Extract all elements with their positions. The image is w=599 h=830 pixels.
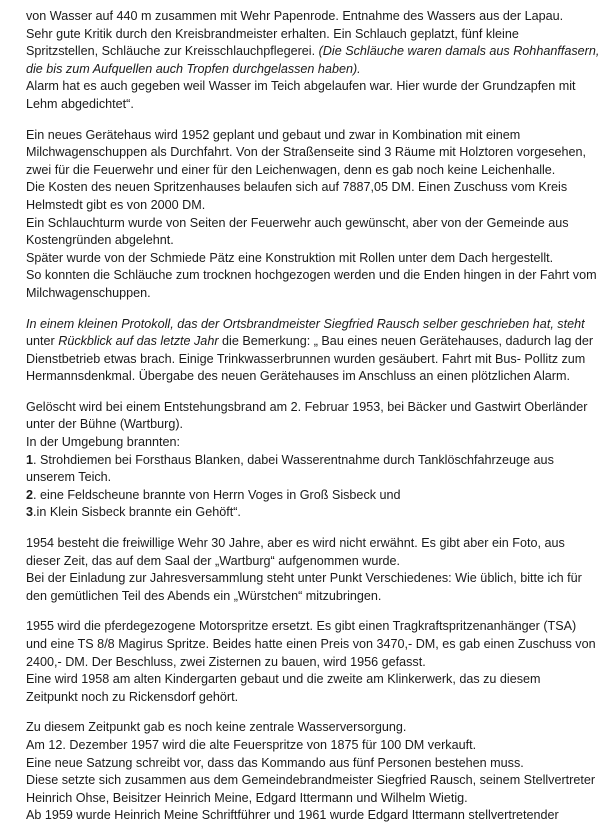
text-line [26, 43, 599, 61]
list-number: 1 [26, 452, 34, 467]
text-line: Später wurde von der Schmiede Pätz eine Konstruktion mit Rollen unter dem Dach hergestellt. [26, 250, 554, 265]
text-run: . Strohdiemen bei Forsthaus Blanken, dabei Wasserentnahme durch Tanklöschfahrzeuge aus [33, 452, 554, 467]
paragraph-4 [26, 399, 588, 522]
text-line: 2400,- DM. Der Beschluss, zwei Zisternen zu bauen, wird 1956 gefasst. [26, 654, 426, 669]
text-line: Zu diesem Zeitpunkt gab es noch keine zentrale Wasserversorgung. [26, 720, 407, 735]
text-line: So konnten die Schläuche zum trocknen hochgezogen werden und die Enden hingen in der Fahrt vom [26, 268, 597, 283]
italic-phrase: Rückblick auf das letzte Jahr [58, 334, 219, 349]
text-line: Diese setzte sich zusammen aus dem Gemeindebrandmeister Siegfried Rausch, seinem Stellvertreter [26, 773, 596, 788]
paragraph-6 [26, 618, 596, 706]
text-line: Zeitpunkt noch zu Rickensdorf gehört. [26, 689, 239, 704]
list-item [26, 504, 549, 522]
text-line: 1954 besteht die freiwillige Wehr 30 Jahre, aber es wird nicht erwähnt. Es gibt aber ein Foto, aus [26, 536, 565, 551]
text-line: Helmstedt gibt es von 2000 DM. [26, 197, 206, 212]
italic-line: In einem kleinen Protokoll, das der Ortsbrandmeister Siegfried Rausch selber geschrieben hat, steht [26, 316, 585, 331]
text-line: Die Kosten des neuen Spritzenhauses belaufen sich auf 7887,05 DM. Einen Zuschuss vom Kreis [26, 180, 568, 195]
paragraph-1 [26, 8, 599, 114]
list-number: 2 [26, 487, 34, 502]
text-line: Lehm abgedichtet“. [26, 96, 134, 111]
text-line: Ab 1959 wurde Heinrich Meine Schriftführer und 1961 wurde Edgard Ittermann stellvertretender [26, 808, 559, 823]
text-line: Dienstbetrieb etwas brach. Einige Trinkwasserbrunnen wurden gesäubert. Fahrt mit Bus- Pollitz zum [26, 351, 586, 366]
text-line [26, 333, 594, 351]
text-line: von Wasser auf 440 m zusammen mit Wehr Papenrode. Entnahme des Wassers aus der Lapau. [26, 9, 564, 23]
text-line: und eine TS 8/8 Magirus Spritze. Beides hatte einen Preis von 3470,- DM, es gab einen Zuschuss von [26, 637, 596, 651]
text-run: . eine Feldscheune brannte von Herrn Voges in Groß Sisbeck und [33, 487, 401, 502]
text-line: Alarm hat es auch gegeben weil Wasser im Teich abgelaufen war. Hier wurde der Grundzapfen mit [26, 79, 576, 94]
text-line: Milchwagenschuppen. [26, 285, 151, 300]
list-item [26, 487, 549, 505]
text-line: Ein neues Gerätehaus wird 1952 geplant und gebaut und zwar in Kombination mit einem [26, 127, 521, 142]
paragraph-3 [26, 316, 594, 386]
text-line: zwei für die Feuerwehr und einer für den Leichenwagen, denn es gab noch keine Leichenhalle. [26, 162, 556, 177]
text-line: unserem Teich. [26, 470, 112, 485]
text-line: den gemütlichen Teil des Abends ein „Würstchen“ mitzubringen. [26, 588, 382, 603]
paragraph-5 [26, 535, 582, 605]
text-line: Eine neue Satzung schreibt vor, dass das Kommando aus fünf Personen bestehen muss. [26, 755, 524, 770]
italic-note: (Die Schläuche waren damals aus Rohhanffasern, [318, 44, 599, 59]
text-line: In der Umgebung brannten: [26, 435, 181, 450]
text-run: Spritzstellen, Schläuche zur Kreisschlauchpflegerei. [26, 44, 319, 59]
text-run: .in Klein Sisbeck brannte ein Gehöft“. [33, 505, 241, 520]
text-line: Hermannsdenkmal. Übergabe des neuen Gerätehauses im Anschluss an einen plötzlichen Alarm. [26, 369, 570, 384]
list-number: 3 [26, 505, 34, 520]
text-line: Bei der Einladung zur Jahresversammlung steht unter Punkt Verschiedenes: Wie üblich, bitte ich für [26, 571, 582, 586]
text-line: Sehr gute Kritik durch den Kreisbrandmeister erhalten. Ein Schlauch geplatzt, fünf kleine [26, 26, 519, 41]
paragraph-7 [26, 719, 596, 825]
text-line: Am 12. Dezember 1957 wird die alte Feuerspritze von 1875 für 100 DM verkauft. [26, 737, 477, 752]
text-line: Ein Schlauchturm wurde von Seiten der Feuerwehr auch gewünscht, aber von der Gemeinde aus [26, 215, 569, 230]
text-line: Eine wird 1958 am alten Kindergarten gebaut und die zweite am Klinkerwerk, das zu diesem [26, 672, 541, 687]
text-line: Kostengründen abgelehnt. [26, 233, 174, 248]
text-line: Heinrich Ohse, Beisitzer Heinrich Meine, Edgard Ittermann und Wilhelm Wietig. [26, 790, 468, 805]
text-run: die Bemerkung: „ Bau eines neuen Gerätehauses, dadurch lag der [218, 334, 594, 349]
italic-note: die bis zum Aufquellen auch Tropfen durchgelassen haben). [26, 61, 361, 76]
list-item [26, 452, 554, 470]
text-line: Milchwagenschuppen als Durchfahrt. Von der Straßenseite sind 3 Räume mit Holztoren vorgesehen, [26, 145, 587, 160]
text-run: unter [26, 334, 59, 349]
text-line: dieser Zeit, das auf dem Saal der „Wartburg“ aufgenommen wurde. [26, 553, 401, 568]
paragraph-2 [26, 127, 597, 303]
text-line: 1955 wird die pferdegezogene Motorspritze ersetzt. Es gibt einen Tragkraftspritzenanhänger (TSA) [26, 619, 577, 634]
text-line: Gelöscht wird bei einem Entstehungsbrand am 2. Februar 1953, bei Bäcker und Gastwirt Oberländer [26, 399, 588, 414]
text-line: unter der Bühne (Wartburg). [26, 417, 184, 432]
